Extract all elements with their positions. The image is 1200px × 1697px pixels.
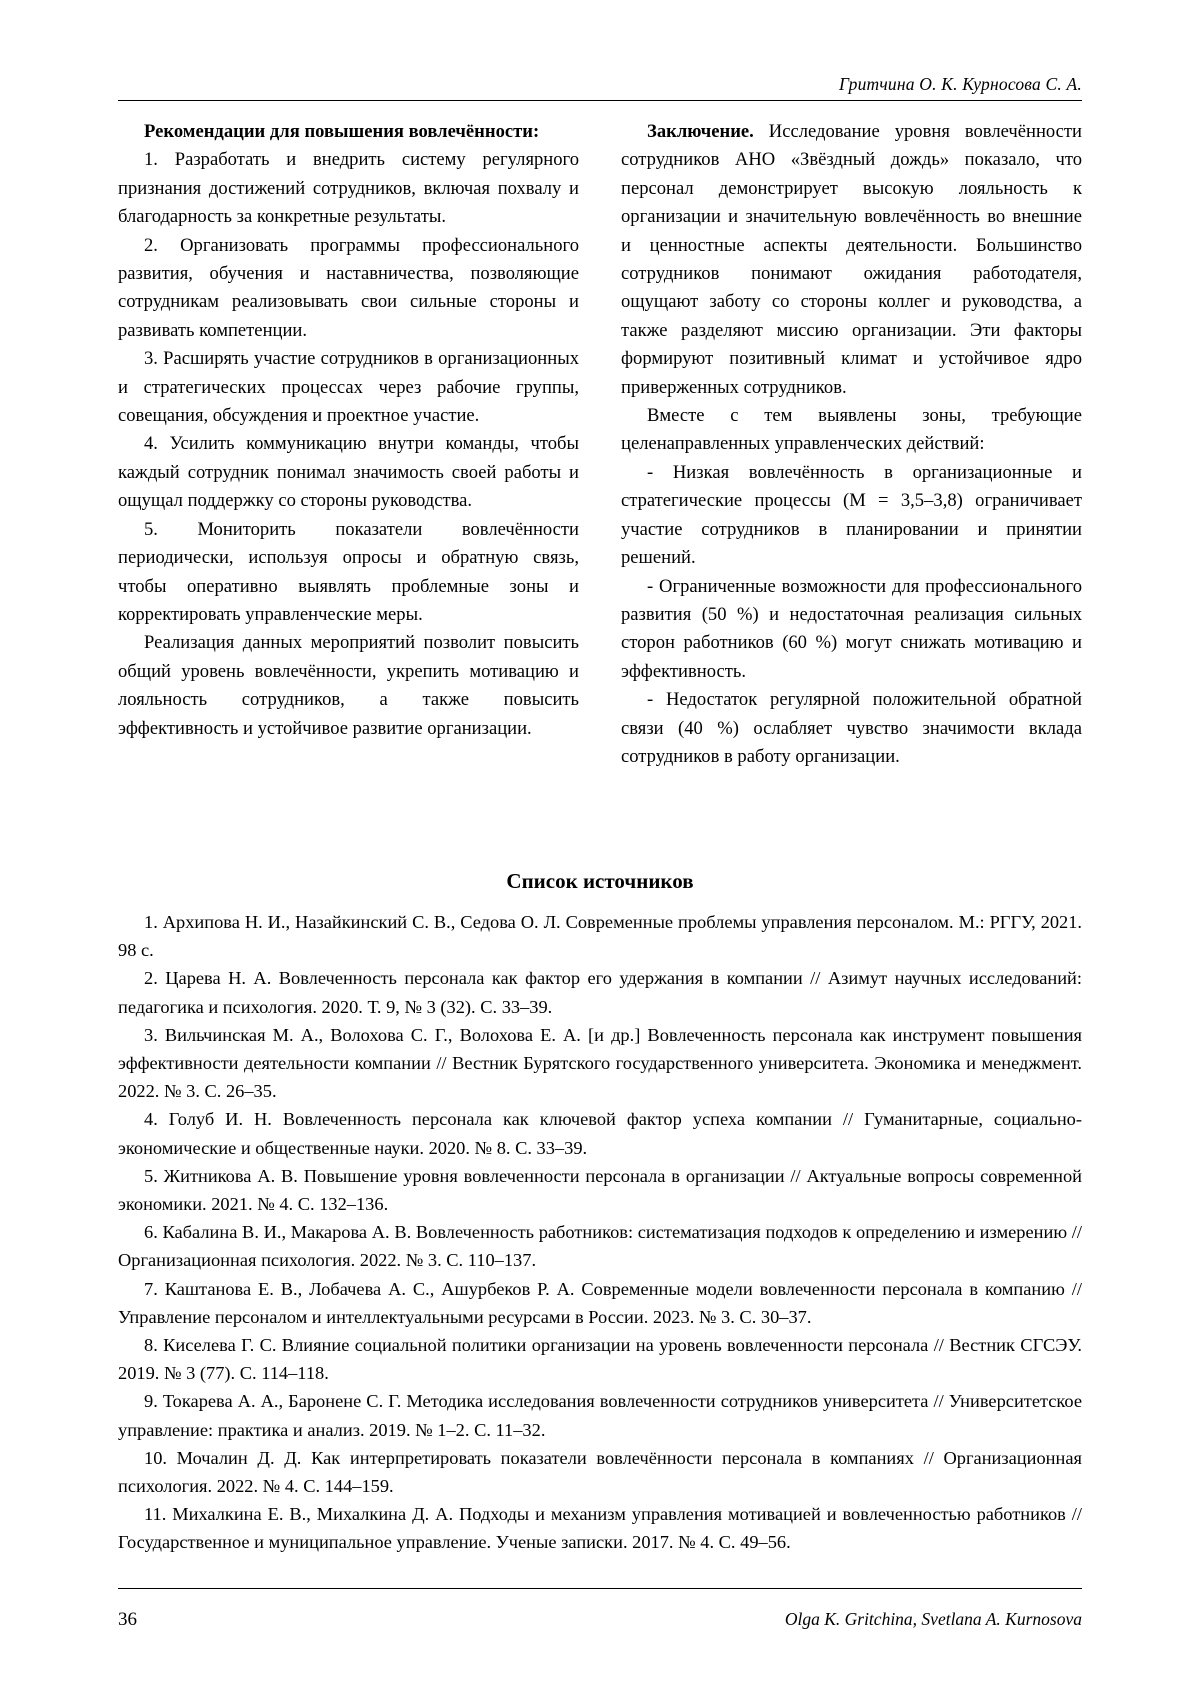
recommendations-summary: Реализация данных мероприятий позволит повысить общий уровень вовлечённости, укрепить мотивацию и лояльность сотрудников, а также повысить эффективность и устойчивое развитие организации.: [118, 632, 579, 739]
conclusion-text: Исследование уровня вовлечённости сотрудников АНО «Звёздный дождь» показало, что персонал демонстрирует высокую лояльность к организации и значительную вовлечённость во внешние и ценностные аспекты деятельности. Большинство сотрудников понимают ожидания работодателя, ощущают заботу со стороны коллег и руководства, а также разделяют миссию организации. Эти факторы формируют позитивный климат и устойчивое ядро приверженных сотрудников.: [621, 121, 1082, 398]
recommendation-item: 5. Мониторить показатели вовлечённости периодически, используя опросы и обратную связь, чтобы оперативно выявлять проблемные зоны и корректировать управленческие меры.: [118, 518, 579, 625]
reference-item: 3. Вильчинская М. А., Волохова С. Г., Волохова Е. А. [и др.] Вовлеченность персонала как инструмент повышения эффективности деятельности компании // Вестник Бурятского государственного университета. Экономика и менеджмент. 2022. № 3. С. 26–35.: [118, 1024, 1082, 1102]
recommendation-item: 2. Организовать программы профессионального развития, обучения и наставничества, позволяющие сотрудникам реализовывать свои сильные стороны и развивать компетенции.: [118, 234, 579, 341]
reference-item: 6. Кабалина В. И., Макарова А. В. Вовлеченность работников: систематизация подходов к определению и измерению // Организационная психология. 2022. № 3. С. 110–137.: [118, 1222, 1082, 1271]
reference-item: 11. Михалкина Е. В., Михалкина Д. А. Подходы и механизм управления мотивацией и вовлеченностью работников // Государственное и муниципальное управление. Ученые записки. 2017. № 4. С. 49–56.: [118, 1504, 1082, 1553]
findings-intro: Вместе с тем выявлены зоны, требующие целенаправленных управленческих действий:: [621, 405, 1082, 455]
reference-item: 1. Архипова Н. И., Назайкинский С. В., Седова О. Л. Современные проблемы управления персоналом. М.: РГГУ, 2021. 98 с.: [118, 912, 1082, 961]
footer-rule: [118, 1588, 1082, 1589]
recommendation-item: 1. Разработать и внедрить систему регулярного признания достижений сотрудников, включая похвалу и благодарность за конкретные результаты.: [118, 149, 579, 228]
left-column: [118, 118, 579, 771]
reference-item: 9. Токарева А. А., Баронене С. Г. Методика исследования вовлеченности сотрудников университета // Университетское управление: практика и анализ. 2019. № 1–2. С. 11–32.: [118, 1391, 1082, 1440]
finding-item: - Недостаток регулярной положительной обратной связи (40 %) ослабляет чувство значимости вклада сотрудников в работу организации.: [621, 689, 1082, 767]
finding-item: - Ограниченные возможности для профессионального развития (50 %) и недостаточная реализация сильных сторон работников (60 %) могут снижать мотивацию и эффективность.: [621, 575, 1082, 682]
recommendation-item: 3. Расширять участие сотрудников в организационных и стратегических процессах через рабочие группы, совещания, обсуждения и проектное участие.: [118, 348, 579, 427]
right-column: [621, 118, 1082, 771]
page-footer: [118, 1609, 1082, 1631]
recommendations-heading: Рекомендации для повышения вовлечённости:: [144, 121, 540, 142]
page-number: 36: [118, 1609, 137, 1630]
reference-item: 4. Голуб И. Н. Вовлеченность персонала как ключевой фактор успеха компании // Гуманитарные, социально-экономические и общественные науки. 2020. № 8. С. 33–39.: [118, 1109, 1082, 1158]
reference-item: 5. Житникова А. В. Повышение уровня вовлеченности персонала в организации // Актуальные вопросы современной экономики. 2021. № 4. С. 132–136.: [118, 1165, 1082, 1215]
finding-item: - Низкая вовлечённость в организационные и стратегические процессы (М = 3,5–3,8) ограничивает участие сотрудников в планировании и принятии решений.: [621, 461, 1082, 569]
references-list: [118, 908, 1082, 1557]
recommendation-item: 4. Усилить коммуникацию внутри команды, чтобы каждый сотрудник понимал значимость своей работы и ощущал поддержку со стороны руководства.: [118, 433, 579, 512]
conclusion-paragraph: [621, 118, 1082, 402]
reference-item: 8. Киселева Г. С. Влияние социальной политики организации на уровень вовлеченности персонала // Вестник СГСЭУ. 2019. № 3 (77). С. 114–118.: [118, 1335, 1082, 1384]
header-rule: [118, 100, 1082, 101]
reference-item: 10. Мочалин Д. Д. Как интерпретировать показатели вовлечённости персонала в компаниях // Организационная психология. 2022. № 4. С. 144–159.: [118, 1447, 1082, 1497]
reference-item: 2. Царева Н. А. Вовлеченность персонала как фактор его удержания в компании // Азимут научных исследований: педагогика и психология. 2020. Т. 9, № 3 (32). С. 33–39.: [118, 968, 1082, 1017]
reference-item: 7. Каштанова Е. В., Лобачева А. С., Ашурбеков Р. А. Современные модели вовлеченности персонала в компанию // Управление персоналом и интеллектуальными ресурсами в России. 2023. № 3. С. 30–37.: [118, 1278, 1082, 1327]
footer-authors: Olga K. Gritchina, Svetlana A. Kurnosova: [784, 1609, 1082, 1629]
references-title: Список источников: [506, 869, 694, 893]
running-head: Гритчина О. К. Курносова С. А.: [838, 74, 1082, 94]
body-columns: [118, 118, 1082, 771]
conclusion-label: Заключение.: [647, 121, 754, 142]
